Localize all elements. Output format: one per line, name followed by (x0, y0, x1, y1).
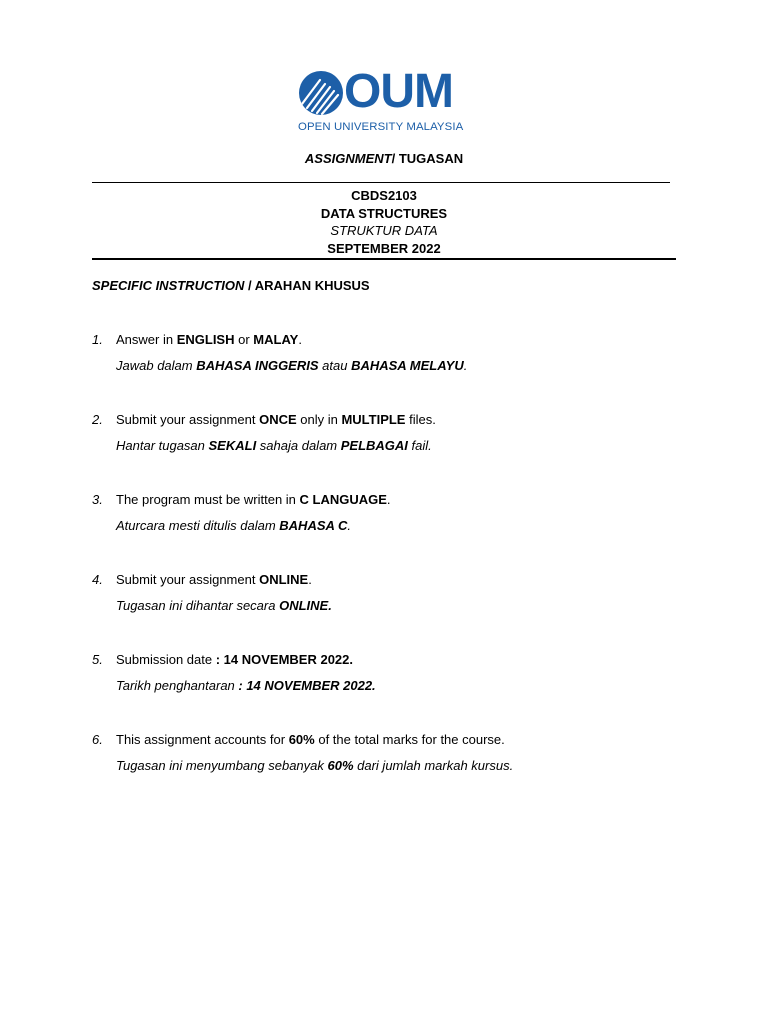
instruction-text-segment: 60% (288, 732, 315, 747)
instruction-text-segment: . (463, 358, 468, 373)
instruction-english (116, 331, 302, 349)
instruction-text-segment: sahaja dalam (256, 438, 341, 453)
instruction-text-segment: BAHASA C (279, 518, 348, 533)
instruction-text-segment: . (298, 332, 302, 347)
bottom-divider (92, 258, 676, 260)
instruction-english (116, 651, 353, 669)
instruction-number: 1. (92, 332, 103, 347)
instruction-text-segment: . (347, 518, 352, 533)
course-code: CBDS2103 (351, 188, 417, 203)
instruction-english (116, 571, 312, 589)
instruction-text-segment: Tugasan ini menyumbang sebanyak (116, 758, 328, 773)
section-heading-english: SPECIFIC INSTRUCTION (92, 278, 245, 293)
instruction-text-segment: : 14 NOVEMBER 2022. (215, 652, 354, 667)
instruction-text-segment: of the total marks for the course. (314, 732, 505, 747)
course-semester: SEPTEMBER 2022 (327, 241, 441, 256)
instruction-text-segment: . (386, 492, 391, 507)
instruction-text-segment: Tugasan ini dihantar secara (116, 598, 280, 613)
instruction-text-segment: C LANGUAGE (299, 492, 387, 507)
instruction-english (116, 491, 391, 509)
section-heading-separator: / (244, 278, 255, 293)
instruction-text-segment: Submit your assignment (116, 572, 260, 587)
top-divider (92, 182, 670, 183)
instruction-text-segment: BAHASA INGGERIS (196, 358, 319, 373)
instruction-text-segment: The program must be written in (116, 492, 300, 507)
instruction-malay (116, 517, 351, 535)
instruction-number: 6. (92, 732, 103, 747)
instruction-number: 3. (92, 492, 103, 507)
instruction-text-segment: atau (318, 358, 352, 373)
instruction-text-segment: : 14 NOVEMBER 2022. (238, 678, 376, 693)
instruction-text-segment: ENGLISH (176, 332, 235, 347)
instruction-text-segment: 60% (327, 758, 354, 773)
instruction-text-segment: Aturcara mesti ditulis dalam (116, 518, 280, 533)
oum-logo (296, 65, 476, 136)
document-title (0, 150, 768, 168)
instruction-text-segment: This assignment accounts for (116, 732, 289, 747)
instruction-malay (116, 677, 376, 695)
instruction-malay (116, 757, 513, 775)
instruction-text-segment: . (308, 572, 312, 587)
oum-globe-icon (298, 70, 344, 116)
instruction-text-segment: Answer in (116, 332, 177, 347)
instruction-number: 4. (92, 572, 103, 587)
instruction-malay (116, 437, 432, 455)
instruction-text-segment: SEKALI (208, 438, 257, 453)
instruction-malay (116, 357, 467, 375)
university-name: OPEN UNIVERSITY MALAYSIA (298, 121, 464, 133)
instruction-text-segment: ONLINE (259, 572, 309, 587)
instruction-text-segment: or (234, 332, 254, 347)
instruction-number: 5. (92, 652, 103, 667)
title-malay: TUGASAN (398, 151, 464, 166)
instruction-text-segment: files. (405, 412, 436, 427)
section-heading-malay: ARAHAN KHUSUS (254, 278, 370, 293)
instruction-text-segment: Submit your assignment (116, 412, 260, 427)
instruction-text-segment: Hantar tugasan (116, 438, 209, 453)
instruction-malay (116, 597, 332, 615)
oum-wordmark: OUM (344, 65, 453, 118)
instruction-text-segment: . (328, 598, 332, 613)
instruction-text-segment: BAHASA MELAYU (351, 358, 464, 373)
instruction-text-segment: fail. (407, 438, 432, 453)
section-heading (92, 277, 370, 295)
instruction-text-segment: dari jumlah markah kursus. (353, 758, 514, 773)
instruction-text-segment: MALAY (253, 332, 299, 347)
instruction-text-segment: Tarikh penghantaran (116, 678, 239, 693)
title-separator: / (391, 151, 399, 166)
instruction-text-segment: Submission date (116, 652, 216, 667)
title-english: ASSIGNMENT (304, 151, 392, 166)
instruction-text-segment: Jawab dalam (116, 358, 197, 373)
instruction-text-segment: ONLINE (279, 598, 329, 613)
course-name-malay: STRUKTUR DATA (330, 223, 438, 238)
instruction-number: 2. (92, 412, 103, 427)
instruction-text-segment: MULTIPLE (341, 412, 406, 427)
instruction-text-segment: ONCE (259, 412, 297, 427)
instruction-english (116, 411, 436, 429)
instruction-english (116, 731, 505, 749)
instruction-text-segment: only in (296, 412, 342, 427)
course-name: DATA STRUCTURES (320, 206, 448, 221)
instruction-text-segment: PELBAGAI (340, 438, 408, 453)
